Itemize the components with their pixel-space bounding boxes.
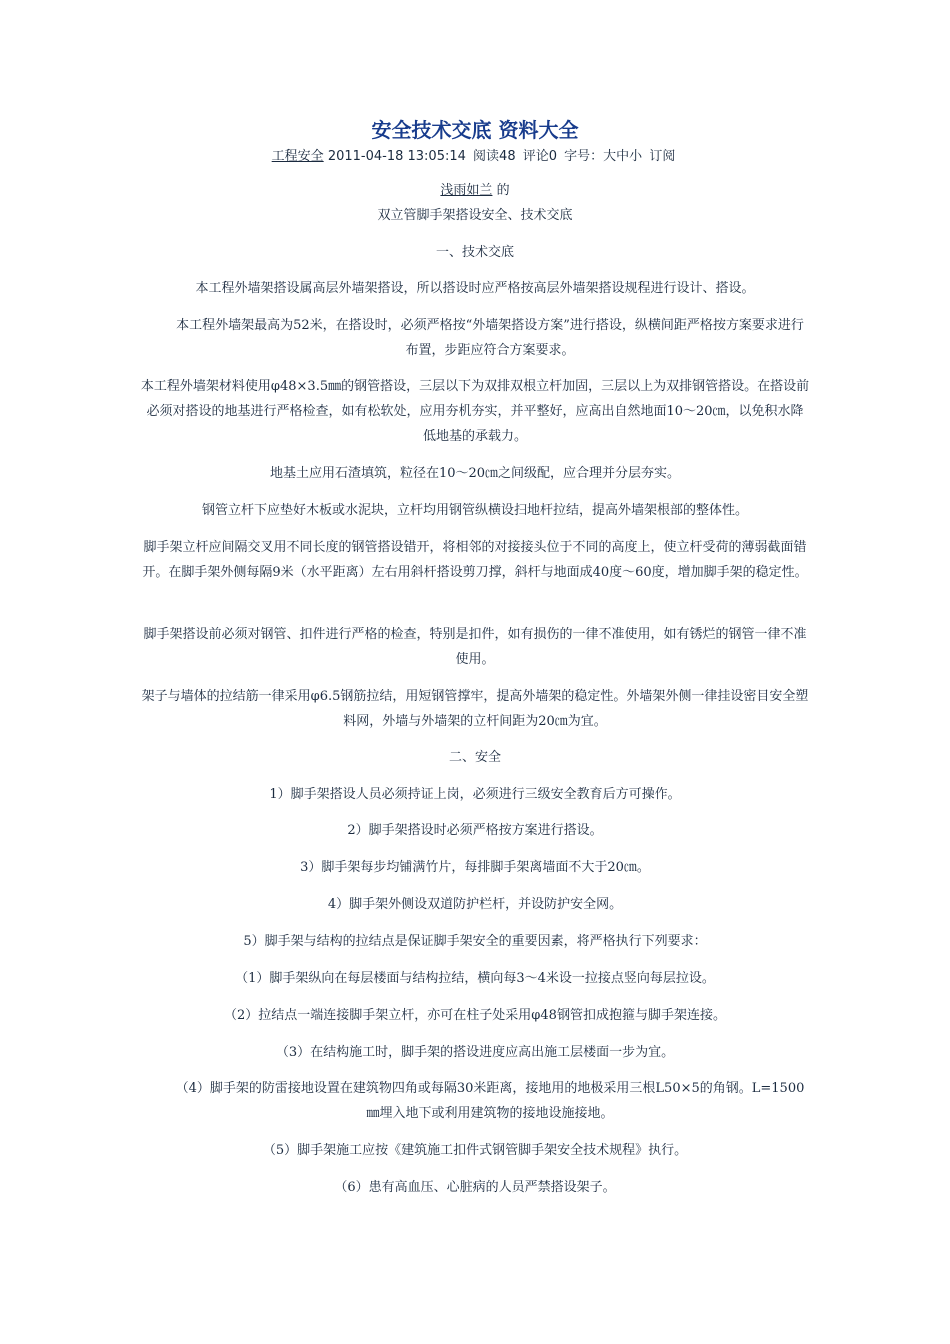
paragraph: 地基土应用石渣填筑，粒径在10～20㎝之间级配，应合理并分层夯实。 [269,466,681,481]
section-heading-1: 一、技术交底 [435,245,514,260]
subscribe-link[interactable]: 订阅 [649,149,676,164]
list-item: （4）脚手架的防雷接地设置在建筑物四角或每隔30米距离，接地用的地极采用三根L50×5的角钢。L=1500㎜埋入地下或利用建筑物的接地设施接地。 [175,1081,805,1121]
article-title: 安全技术交底 资料大全 [371,118,579,142]
author-line [140,178,810,203]
comment-count[interactable]: 评论0 [522,149,558,164]
paragraph: 脚手架搭设前必须对钢管、扣件进行严格的检查，特别是扣件，如有损伤的一律不准使用，如有锈烂的钢管一律不准使用。 [143,627,807,667]
list-item: 4）脚手架外侧设双道防护栏杆，并设防护安全网。 [327,897,623,912]
list-item: （6）患有高血压、心脏病的人员严禁搭设架子。 [334,1180,616,1195]
list-item: （2）拉结点一端连接脚手架立杆，亦可在柱子处采用φ48钢管扣成抱箍与脚手架连接。 [224,1008,726,1023]
author-link[interactable]: 浅雨如兰 [440,183,493,198]
list-item: （1）脚手架纵向在每层楼面与结构拉结，横向每3～4米设一拉接点竖向每层拉设。 [235,971,715,986]
paragraph: 钢管立杆下应垫好木板或水泥块，立杆均用钢管纵横设扫地杆拉结，提高外墙架根部的整体性。 [201,503,748,518]
font-size-control[interactable]: 字号：大中小 [564,149,643,164]
list-item: 1）脚手架搭设人员必须持证上岗，必须进行三级安全教育后方可操作。 [269,787,681,802]
read-count: 阅读48 [473,149,516,164]
post-datetime: 2011-04-18 13:05:14 [327,149,466,164]
category-link[interactable]: 工程安全 [271,149,324,164]
document-title: 双立管脚手架搭设安全、技术交底 [377,208,573,223]
paragraph: 本工程外墙架材料使用φ48×3.5㎜的钢管搭设，三层以下为双排双根立杆加固，三层以上为双排钢管搭设。在搭设前必须对搭设的地基进行严格检查，如有松软处，应用夯机夯实，并平整好，应高出自然地面10～20㎝，以免积水降低地基的承载力。 [140,379,810,444]
list-item: （3）在结构施工时，脚手架的搭设进度应高出施工层楼面一步为宜。 [275,1045,675,1060]
paragraph: 架子与墙体的拉结筋一律采用φ6.5钢筋拉结，用短钢管撑牢，提高外墙架的稳定性。外墙架外侧一律挂设密目安全塑料网，外墙与外墙架的立杆间距为20㎝为宜。 [141,689,809,729]
list-item: （5）脚手架施工应按《建筑施工扣件式钢管脚手架安全技术规程》执行。 [262,1143,688,1158]
paragraph: 本工程外墙架搭设属高层外墙架搭设，所以搭设时应严格按高层外墙架搭设规程进行设计、搭设。 [195,281,755,296]
list-item: 2）脚手架搭设时必须严格按方案进行搭设。 [347,823,603,838]
article-meta [0,145,950,164]
author-suffix: 的 [492,183,510,198]
list-item: 5）脚手架与结构的拉结点是保证脚手架安全的重要因素，将严格执行下列要求： [243,934,707,949]
paragraph: 脚手架立杆应间隔交叉用不同长度的钢管搭设错开，将相邻的对接接头位于不同的高度上，使立杆受荷的薄弱截面错开。在脚手架外侧每隔9米（水平距离）左右用斜杆搭设剪刀撑，斜杆与地面成40度～60度，增加脚手架的稳定性。 [142,540,808,580]
section-heading-2: 二、安全 [448,750,501,765]
paragraph: 本工程外墙架最高为52米，在搭设时，必须严格按“外墙架搭设方案”进行搭设，纵横间距严格按方案要求进行布置，步距应符合方案要求。 [176,318,804,358]
list-item: 3）脚手架每步均铺满竹片，每排脚手架离墙面不大于20㎝。 [300,860,650,875]
